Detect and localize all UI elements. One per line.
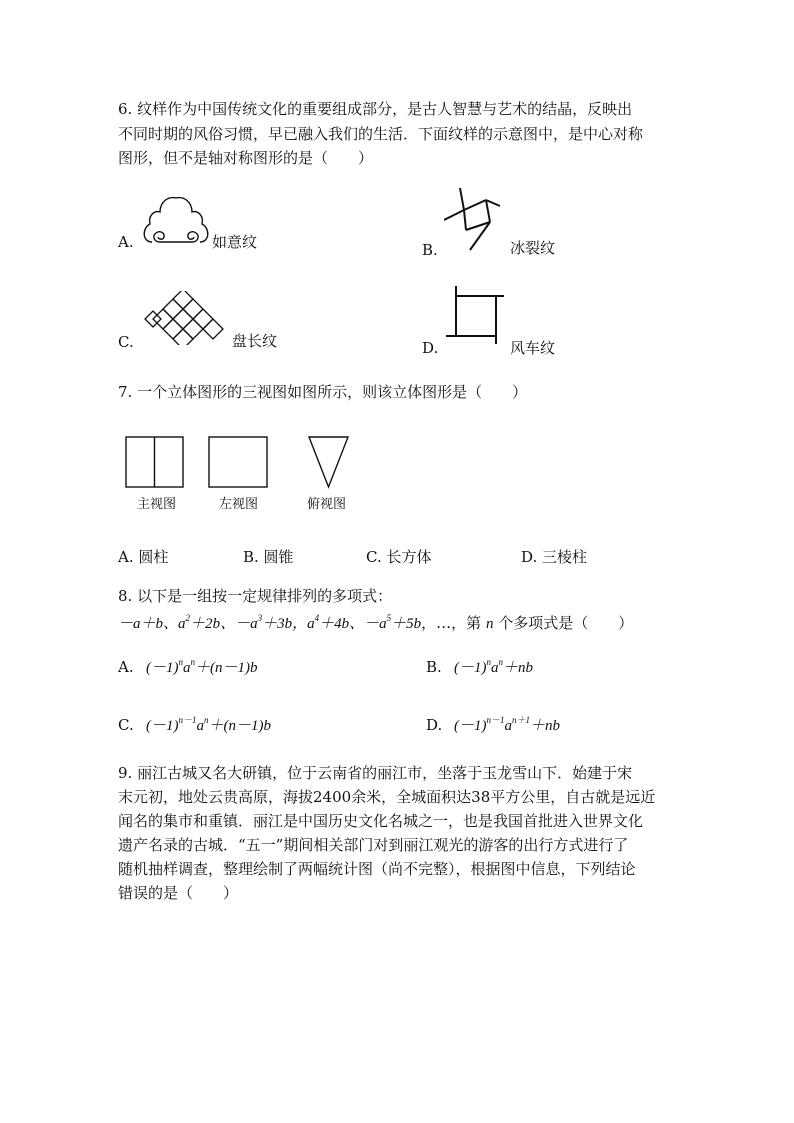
- q9-line-1: 9. 丽江古城又名大研镇，位于云南省的丽江市，坐落于玉龙雪山下．始建于宋: [118, 764, 633, 782]
- front-view-label: 主视图: [137, 497, 177, 512]
- q9-line-2: 末元初，地处云贵高原，海拔2400余米，全城面积达38平方公里，自古就是远近: [118, 788, 656, 806]
- q6-option-d-letter[interactable]: D.: [422, 339, 439, 357]
- q7-option-d[interactable]: D. 三棱柱: [521, 548, 588, 566]
- left-view-figure: [208, 436, 270, 490]
- left-view-label: 左视图: [219, 497, 259, 512]
- q6-line-3: 图形，但不是轴对称图形的是（ ）: [118, 149, 374, 167]
- q6-option-a-letter[interactable]: A.: [118, 233, 134, 251]
- q6-option-a-caption: 如意纹: [212, 233, 258, 251]
- q9-line-4: 遗产名录的古城．“五一”期间相关部门对到丽江观光的游客的出行方式进行了: [118, 836, 629, 854]
- q7-option-b[interactable]: B. 圆锥: [243, 548, 294, 566]
- q8-stem: 8. 以下是一组按一定规律排列的多项式：: [118, 587, 393, 605]
- q6-option-c-caption: 盘长纹: [232, 332, 278, 350]
- q6-option-b-caption: 冰裂纹: [510, 239, 556, 257]
- q8-option-a-formula: $(-1)^na^n+(n-1)b$: [146, 657, 258, 676]
- q8-option-c-formula: $(-1)^{n-1}a^n+(n-1)b$: [146, 715, 272, 734]
- q9-line-3: 闻名的集市和重镇．丽江是中国历史文化名城之一，也是我国首批进入世界文化: [118, 812, 644, 830]
- ice-crack-pattern-icon: [444, 186, 514, 256]
- q7-option-c[interactable]: C. 长方体: [366, 548, 432, 566]
- windmill-pattern-icon: [444, 286, 504, 346]
- q8-option-b-letter[interactable]: B.: [426, 658, 442, 676]
- q6-option-d-caption: 风车纹: [510, 339, 556, 357]
- q8-option-b-formula: $(-1)^na^n+nb$: [454, 657, 534, 676]
- q7-stem: 7. 一个立体图形的三视图如图所示，则该立体图形是（ ）: [118, 383, 528, 401]
- q6-option-b-letter[interactable]: B.: [422, 241, 438, 259]
- top-view-figure: [308, 436, 350, 490]
- q6-line-2: 不同时期的风俗习惯，早已融入我们的生活．下面纹样的示意图中，是中心对称: [118, 125, 644, 143]
- q8-option-a-letter[interactable]: A.: [118, 658, 134, 676]
- front-view-figure: [125, 436, 185, 490]
- panchang-knot-pattern-icon: [143, 291, 229, 345]
- q8-option-c-letter[interactable]: C.: [118, 716, 134, 734]
- top-view-label: 俯视图: [307, 497, 347, 512]
- q8-sequence-line: －a＋b、$a^2+2b$、$-a^3+3b$，$a^4+4b$、$-a^5+5b$，…，第 n 个多项式是（ ）: [118, 613, 634, 632]
- q9-line-5: 随机抽样调查，整理绘制了两幅统计图（尚不完整），根据图中信息，下列结论: [118, 860, 636, 878]
- polynomial-sequence: －a＋b、$a^2+2b$、$-a^3+3b$，$a^4+4b$、$-a^5+5b$: [118, 613, 422, 632]
- q7-option-a[interactable]: A. 圆柱: [118, 548, 169, 566]
- ruyi-pattern-icon: [140, 190, 212, 252]
- q9-line-6: 错误的是（ ）: [118, 884, 239, 902]
- q6-line-1: 6. 纹样作为中国传统文化的重要组成部分，是古人智慧与艺术的结晶，反映出: [118, 100, 633, 118]
- q6-option-c-letter[interactable]: C.: [118, 333, 134, 351]
- q8-option-d-formula: $(-1)^{n-1}a^{n+1}+nb$: [454, 715, 561, 734]
- q8-option-d-letter[interactable]: D.: [426, 716, 443, 734]
